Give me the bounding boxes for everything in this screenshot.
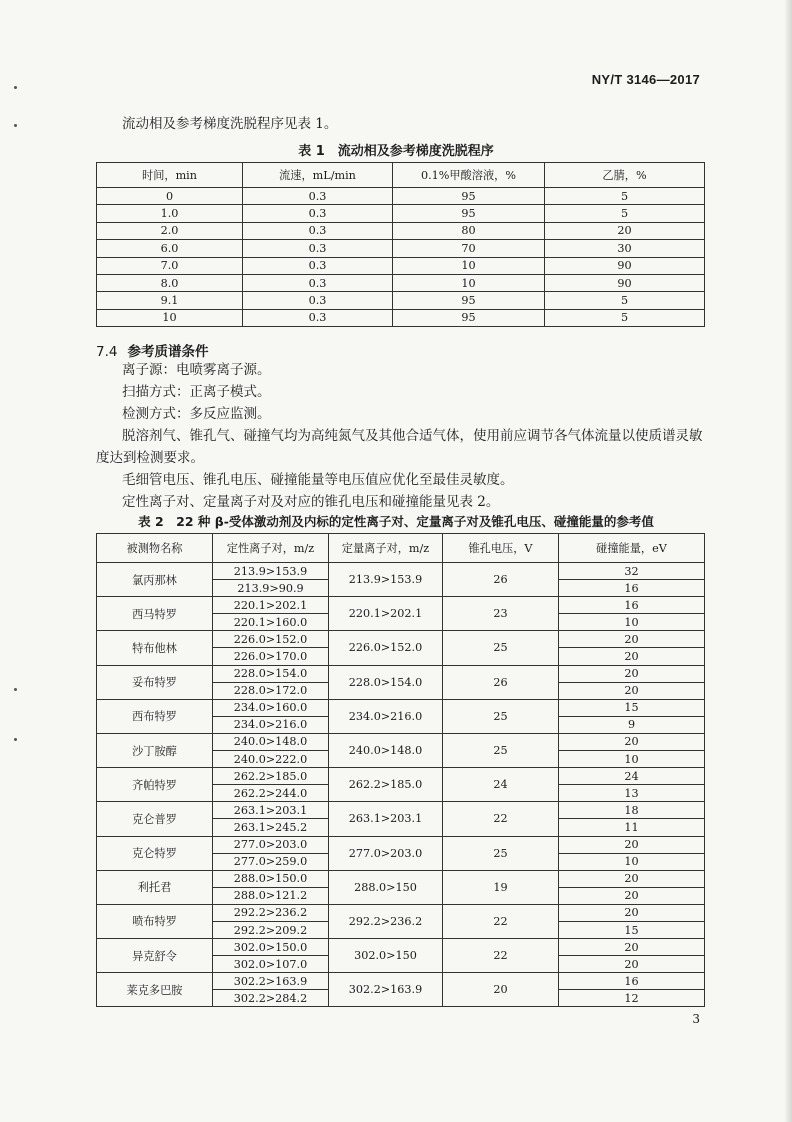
table1-header-cell: 0.1%甲酸溶液，% [393,163,545,188]
collision-energy: 20 [559,956,705,973]
table2 [96,533,705,1007]
table2-header-cell: 被测物名称 [97,534,213,563]
paragraph: 脱溶剂气、锥孔气、碰撞气均为高纯氮气及其他合适气体，使用前应调节各气体流量以使质谱灵敏 [122,428,703,444]
collision-energy: 20 [559,887,705,904]
cone-voltage: 22 [443,802,559,836]
table1-cell: 0.3 [243,222,393,239]
compound-name: 西马特罗 [97,597,213,631]
table1-cell: 5 [545,205,705,222]
table1-cell: 0.3 [243,292,393,309]
collision-energy: 20 [559,648,705,665]
qualitative-ion-pair: 226.0>152.0 [213,631,329,648]
qualitative-ion-pair: 263.1>245.2 [213,819,329,836]
table1-cell: 2.0 [97,222,243,239]
compound-name: 克仑普罗 [97,802,213,836]
qualitative-ion-pair: 228.0>172.0 [213,682,329,699]
table1-cell: 8.0 [97,274,243,291]
table2-header-row [97,534,705,563]
qualitative-ion-pair: 292.2>209.2 [213,921,329,938]
paragraph: 定性离子对、定量离子对及对应的锥孔电压和碰撞能量见表 2。 [122,494,500,510]
quantitative-ion-pair: 263.1>203.1 [329,802,443,836]
paragraph: 度达到检测要求。 [96,450,204,466]
table1-row [97,240,705,257]
qualitative-ion-pair: 220.1>160.0 [213,614,329,631]
quantitative-ion-pair: 262.2>185.0 [329,768,443,802]
collision-energy: 20 [559,939,705,956]
collision-energy: 20 [559,733,705,750]
table2-row [97,802,705,819]
table1-cell: 90 [545,257,705,274]
table2-row [97,939,705,956]
collision-energy: 20 [559,665,705,682]
cone-voltage: 25 [443,733,559,767]
table1-cell: 20 [545,222,705,239]
table1-row [97,292,705,309]
collision-energy: 20 [559,682,705,699]
table1-cell: 5 [545,309,705,326]
table1-row [97,309,705,326]
table2-header-cell: 定量离子对，m/z [329,534,443,563]
collision-energy: 16 [559,597,705,614]
quantitative-ion-pair: 240.0>148.0 [329,733,443,767]
collision-energy: 13 [559,785,705,802]
cone-voltage: 22 [443,939,559,973]
qualitative-ion-pair: 277.0>203.0 [213,836,329,853]
table2-row [97,836,705,853]
table2-header-cell: 锥孔电压，V [443,534,559,563]
collision-energy: 11 [559,819,705,836]
quantitative-ion-pair: 228.0>154.0 [329,665,443,699]
collision-energy: 20 [559,836,705,853]
qualitative-ion-pair: 240.0>148.0 [213,733,329,750]
cone-voltage: 26 [443,665,559,699]
table2-header-cell: 碰撞能量，eV [559,534,705,563]
compound-name: 西布特罗 [97,699,213,733]
section-title: 参考质谱条件 [127,344,209,360]
collision-energy: 10 [559,853,705,870]
quantitative-ion-pair: 302.2>163.9 [329,973,443,1007]
qualitative-ion-pair: 302.2>284.2 [213,990,329,1007]
qualitative-ion-pair: 226.0>170.0 [213,648,329,665]
table1-row [97,205,705,222]
table2-row [97,563,705,580]
table1-cell: 95 [393,205,545,222]
table1-cell: 10 [393,257,545,274]
quantitative-ion-pair: 292.2>236.2 [329,904,443,938]
table1-cell: 1.0 [97,205,243,222]
collision-energy: 10 [559,751,705,768]
table1-row [97,274,705,291]
collision-energy: 16 [559,973,705,990]
table1-cell: 5 [545,188,705,205]
table2-row [97,665,705,682]
table1-cell: 0.3 [243,188,393,205]
qualitative-ion-pair: 234.0>216.0 [213,716,329,733]
table2-row [97,597,705,614]
table1-cell: 80 [393,222,545,239]
quantitative-ion-pair: 288.0>150 [329,870,443,904]
intro-text: 流动相及参考梯度洗脱程序见表 1。 [122,116,338,132]
collision-energy: 20 [559,631,705,648]
collision-energy: 18 [559,802,705,819]
qualitative-ion-pair: 302.0>107.0 [213,956,329,973]
table2-row [97,870,705,887]
cone-voltage: 22 [443,904,559,938]
qualitative-ion-pair: 213.9>90.9 [213,580,329,597]
quantitative-ion-pair: 302.0>150 [329,939,443,973]
table1-header-cell: 流速，mL/min [243,163,393,188]
collision-energy: 12 [559,990,705,1007]
paragraph: 扫描方式：正离子模式。 [122,384,271,400]
quantitative-ion-pair: 213.9>153.9 [329,563,443,597]
table1-cell: 0.3 [243,240,393,257]
table2-row [97,768,705,785]
cone-voltage: 20 [443,973,559,1007]
collision-energy: 16 [559,580,705,597]
qualitative-ion-pair: 292.2>236.2 [213,904,329,921]
qualitative-ion-pair: 302.0>150.0 [213,939,329,956]
qualitative-ion-pair: 277.0>259.0 [213,853,329,870]
table1-header-cell: 时间，min [97,163,243,188]
table1-cell: 0.3 [243,309,393,326]
table2-row [97,973,705,990]
standard-number: NY/T 3146—2017 [591,72,700,87]
cone-voltage: 25 [443,631,559,665]
collision-energy: 24 [559,768,705,785]
table1-cell: 0.3 [243,274,393,291]
qualitative-ion-pair: 228.0>154.0 [213,665,329,682]
collision-energy: 9 [559,716,705,733]
paragraph: 检测方式：多反应监测。 [122,406,271,422]
scan-edge-shadow [784,0,792,1122]
table2-row [97,733,705,750]
table1-cell: 6.0 [97,240,243,257]
table2-row [97,904,705,921]
section-heading [96,340,208,360]
qualitative-ion-pair: 302.2>163.9 [213,973,329,990]
table2-caption: 表 2 22 种 β-受体激动剂及内标的定性离子对、定量离子对及锥孔电压、碰撞能量的参考值 [138,514,654,529]
collision-energy: 15 [559,699,705,716]
quantitative-ion-pair: 234.0>216.0 [329,699,443,733]
table1-caption: 表 1 流动相及参考梯度洗脱程序 [298,144,494,159]
table2-row [97,631,705,648]
compound-name: 克仑特罗 [97,836,213,870]
qualitative-ion-pair: 220.1>202.1 [213,597,329,614]
table1-cell: 30 [545,240,705,257]
table1-cell: 95 [393,309,545,326]
table1-header-cell: 乙腈，% [545,163,705,188]
qualitative-ion-pair: 288.0>150.0 [213,870,329,887]
table1-row [97,222,705,239]
compound-name: 利托君 [97,870,213,904]
collision-energy: 10 [559,614,705,631]
table1-cell: 0 [97,188,243,205]
table2-header-cell: 定性离子对，m/z [213,534,329,563]
table1-cell: 9.1 [97,292,243,309]
compound-name: 异克舒令 [97,939,213,973]
compound-name: 特布他林 [97,631,213,665]
table1-cell: 10 [393,274,545,291]
quantitative-ion-pair: 277.0>203.0 [329,836,443,870]
collision-energy: 15 [559,921,705,938]
qualitative-ion-pair: 262.2>185.0 [213,768,329,785]
cone-voltage: 23 [443,597,559,631]
section-number: 7.4 [96,344,118,360]
paragraph: 毛细管电压、锥孔电压、碰撞能量等电压值应优化至最佳灵敏度。 [122,472,514,488]
table1-cell: 10 [97,309,243,326]
table1-row [97,188,705,205]
scan-dot [14,738,17,741]
cone-voltage: 26 [443,563,559,597]
cone-voltage: 19 [443,870,559,904]
collision-energy: 20 [559,870,705,887]
table1-cell: 95 [393,292,545,309]
table1-row [97,257,705,274]
compound-name: 喷布特罗 [97,904,213,938]
qualitative-ion-pair: 213.9>153.9 [213,563,329,580]
qualitative-ion-pair: 234.0>160.0 [213,699,329,716]
cone-voltage: 25 [443,699,559,733]
qualitative-ion-pair: 240.0>222.0 [213,751,329,768]
table1-cell: 5 [545,292,705,309]
cone-voltage: 24 [443,768,559,802]
table1-cell: 95 [393,188,545,205]
table1 [96,162,705,327]
quantitative-ion-pair: 220.1>202.1 [329,597,443,631]
table1-cell: 7.0 [97,257,243,274]
compound-name: 沙丁胺醇 [97,733,213,767]
paragraph: 离子源：电喷雾离子源。 [122,362,271,378]
quantitative-ion-pair: 226.0>152.0 [329,631,443,665]
scan-dot [14,688,17,691]
compound-name: 莱克多巴胺 [97,973,213,1007]
table1-cell: 0.3 [243,205,393,222]
table1-header-row [97,163,705,188]
cone-voltage: 25 [443,836,559,870]
table1-cell: 90 [545,274,705,291]
table2-row [97,699,705,716]
scan-dot [14,86,17,89]
collision-energy: 20 [559,904,705,921]
collision-energy: 32 [559,563,705,580]
qualitative-ion-pair: 288.0>121.2 [213,887,329,904]
scan-dot [14,124,17,127]
qualitative-ion-pair: 263.1>203.1 [213,802,329,819]
compound-name: 齐帕特罗 [97,768,213,802]
table1-cell: 70 [393,240,545,257]
table1-cell: 0.3 [243,257,393,274]
compound-name: 妥布特罗 [97,665,213,699]
qualitative-ion-pair: 262.2>244.0 [213,785,329,802]
page-number: 3 [692,1012,700,1026]
compound-name: 氯丙那林 [97,563,213,597]
